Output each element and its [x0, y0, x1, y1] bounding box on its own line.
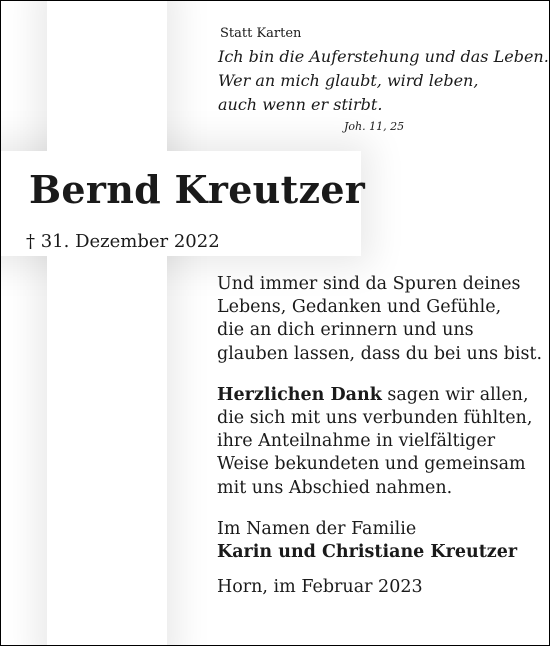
poem-line: die an dich erinnern und uns: [217, 320, 474, 341]
verse-reference: Joh. 11, 25: [344, 120, 405, 133]
verse-line: Wer an mich glaubt, wird leben,: [218, 71, 479, 90]
place-date: Horn, im Februar 2023: [217, 577, 423, 598]
poem-line: Lebens, Gedanken und Gefühle,: [217, 297, 502, 318]
poem-line: Und immer sind da Spuren deines: [217, 274, 521, 294]
thanks-heading: Herzlichen Dank: [217, 384, 382, 405]
thanks-line: Weise bekundeten und gemeinsam: [217, 454, 526, 475]
obituary-text: [217, 273, 542, 599]
poem-line: glauben lassen, dass du bei uns bist.: [217, 343, 543, 364]
statt-karten-note: Statt Karten: [220, 26, 302, 41]
thanks-line: die sich mit uns verbunden fühlten,: [217, 408, 533, 429]
death-date: † 31. Dezember 2022: [26, 231, 220, 252]
signature-intro: Im Namen der Familie: [217, 518, 417, 539]
thanks-line: ihre Anteilnahme in vielfältiger: [217, 431, 496, 452]
thanks-line: mit uns Abschied nahmen.: [217, 477, 453, 498]
verse-line: Ich bin die Auferstehung und das Leben.: [218, 47, 549, 66]
verse-line: auch wenn er stirbt.: [218, 95, 383, 114]
bible-verse: [218, 45, 549, 117]
signature-names: Karin und Christiane Kreutzer: [217, 542, 518, 563]
thanks-line: [217, 384, 542, 407]
deceased-name: Bernd Kreutzer: [29, 167, 366, 212]
thanks-rest: sagen wir allen,: [381, 384, 529, 405]
